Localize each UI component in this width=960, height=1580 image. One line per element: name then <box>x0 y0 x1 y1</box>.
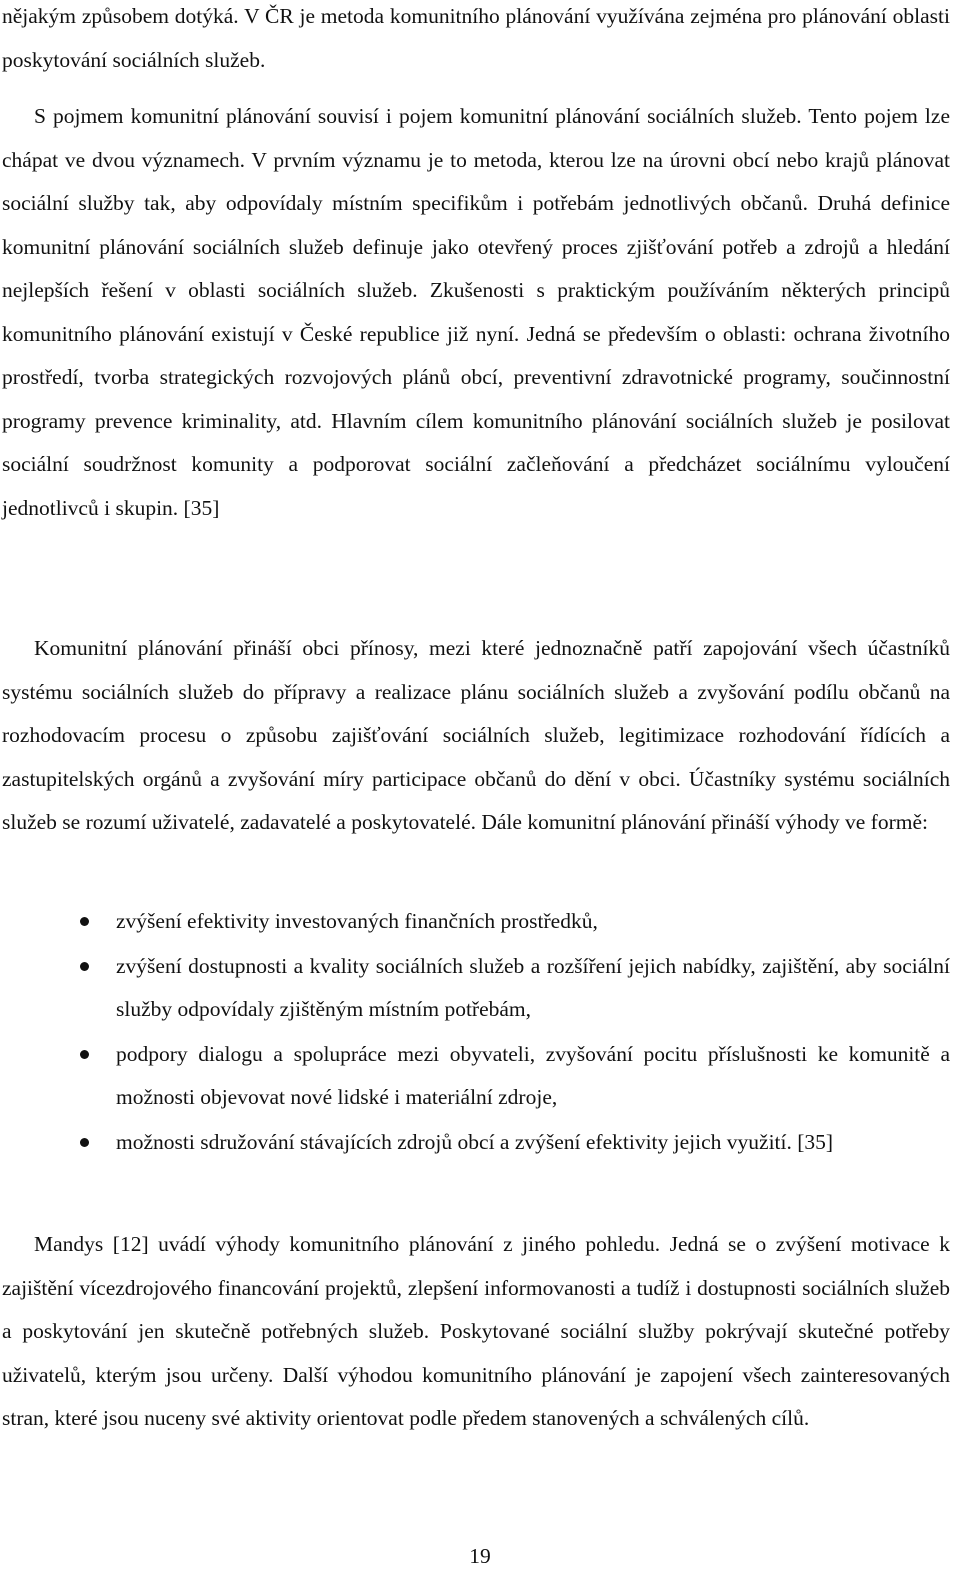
paragraph-mandys-benefits: Mandys [12] uvádí výhody komunitního plánování z jiného pohledu. Jedná se o zvýšení motivace k zajištění vícezdrojového financování projektů, zlepšení informovanosti a tudíž i dostupnosti sociálních služeb a poskytování jen skutečně potřebných služeb. Poskytované sociální služby pokrývají skutečné potřeby uživatelů, kterým jsou určeny. Další výhodou komunitního plánování je zapojení všech zainteresovaných stran, které jsou nuceny své aktivity orientovat podle předem stanovených a schválených cílů. <box>2 1232 950 1430</box>
list-item <box>0 945 950 1032</box>
paragraph-continuation: nějakým způsobem dotýká. V ČR je metoda komunitního plánování využívána zejména pro plánování oblasti poskytování sociálních služeb. <box>2 4 950 72</box>
list-item-text: podpory dialogu a spolupráce mezi obyvateli, zvyšování pocitu příslušnosti ke komunitě a možnosti objevovat nové lidské i materiální zdroje, <box>116 1041 950 1109</box>
paragraph-benefits-intro: Komunitní plánování přináší obci přínosy, mezi které jednoznačně patří zapojování všech účastníků systému sociálních služeb do přípravy a realizace plánu sociálních služeb a zvyšování podílu občanů na rozhodovacím procesu o způsobu zajišťování sociálních služeb, legitimizace rozhodování řídících a zastupitelských orgánů a zvyšování míry participace občanů do dění v obci. Účastníky systému sociálních služeb se rozumí uživatelé, zadavatelé a poskytovatelé. Dále komunitní plánování přináší výhody ve formě: <box>2 636 950 834</box>
benefits-list <box>0 900 950 1165</box>
list-item-text: možnosti sdružování stávajících zdrojů obcí a zvýšení efektivity jejich využití. [35] <box>116 1129 834 1154</box>
bullet-icon <box>80 1050 89 1059</box>
bullet-icon <box>80 962 89 971</box>
paragraph-community-planning-definition: S pojmem komunitní plánování souvisí i pojem komunitní plánování sociálních služeb. Tento pojem lze chápat ve dvou významech. V prvním významu je to metoda, kterou lze na úrovni obcí nebo krajů plánovat sociální služby tak, aby odpovídaly místním specifikům i potřebám jednotlivých občanů. Druhá definice komunitní plánování sociálních služeb definuje jako otevřený proces zjišťování potřeb a zdrojů a hledání nejlepších řešení v oblasti sociálních služeb. Zkušenosti s praktickým používáním některých principů komunitního plánování existují v České republice již nyní. Jedná se především o oblasti: ochrana životního prostředí, tvorba strategických rozvojových plánů obcí, preventivní zdravotnické programy, součinnostní programy prevence kriminality, atd. Hlavním cílem komunitního plánování sociálních služeb je posilovat sociální soudržnost komunity a podporovat sociální začleňování a předcházet sociálnímu vyloučení jednotlivců i skupin. [35] <box>2 104 950 520</box>
page-number: 19 <box>469 1544 491 1568</box>
bullet-icon <box>80 1138 89 1147</box>
list-item-text: zvýšení dostupnosti a kvality sociálních služeb a rozšíření jejich nabídky, zajištění, aby sociální služby odpovídaly zjištěným místním potřebám, <box>116 953 950 1021</box>
bullet-icon <box>80 917 89 926</box>
list-item-text: zvýšení efektivity investovaných finančních prostředků, <box>116 909 598 933</box>
list-item <box>0 900 950 944</box>
list-item <box>0 1033 950 1120</box>
list-item <box>0 1121 950 1165</box>
